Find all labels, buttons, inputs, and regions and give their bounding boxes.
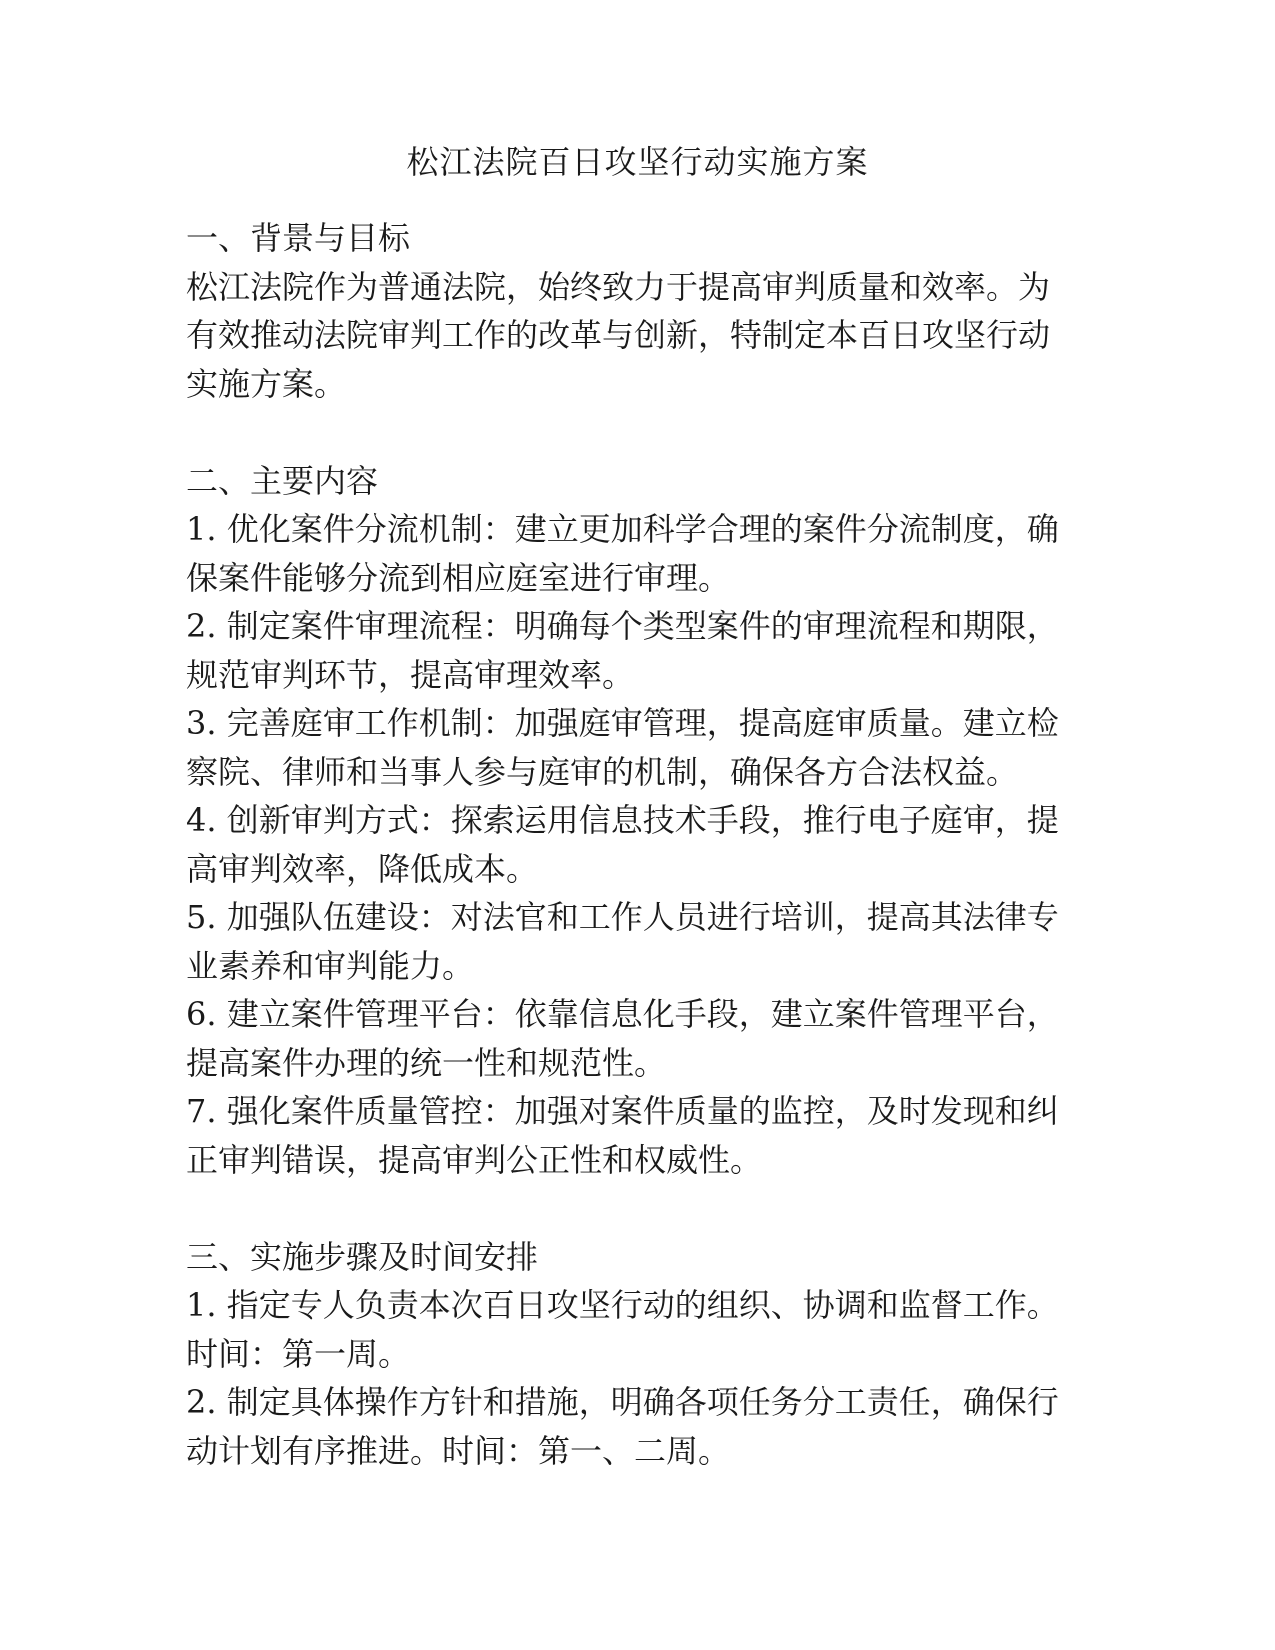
list-item-line: 2. 制定案件审理流程：明确每个类型案件的审理流程和期限， (186, 607, 1059, 645)
section-heading: 二、主要内容 (186, 461, 379, 500)
list-item-line: 保案件能够分流到相应庭室进行审理。 (186, 558, 731, 597)
paragraph-line: 有效推动法院审判工作的改革与创新，特制定本百日攻坚行动 (186, 316, 1051, 354)
list-item-line: 高审判效率，降低成本。 (186, 849, 539, 888)
list-item-line: 正审判错误，提高审判公正性和权威性。 (186, 1140, 763, 1179)
list-item-line: 规范审判环节，提高审理效率。 (186, 655, 635, 694)
section-heading: 一、背景与目标 (186, 219, 411, 257)
paragraph-line: 松江法院作为普通法院，始终致力于提高审判质量和效率。为 (186, 267, 1051, 306)
list-item-line: 7. 强化案件质量管控：加强对案件质量的监控，及时发现和纠 (186, 1092, 1059, 1130)
list-item-line: 时间：第一周。 (186, 1334, 411, 1373)
document-body (186, 214, 1086, 1475)
list-item-line: 1. 优化案件分流机制：建立更加科学合理的案件分流制度，确 (186, 510, 1059, 548)
section-heading-steps (186, 1233, 1086, 1282)
list-item (186, 505, 1086, 602)
list-item (186, 893, 1086, 990)
list-item-line: 察院、律师和当事人参与庭审的机制，确保各方合法权益。 (186, 752, 1019, 791)
list-item-line: 6. 建立案件管理平台：依靠信息化手段，建立案件管理平台， (186, 995, 1059, 1033)
list-item-line: 1. 指定专人负责本次百日攻坚行动的组织、协调和监督工作。 (186, 1286, 1059, 1324)
list-item-line: 4. 创新审判方式：探索运用信息技术手段，推行电子庭审，提 (186, 801, 1059, 839)
list-item-line: 业素养和审判能力。 (186, 946, 475, 985)
list-item-line: 3. 完善庭审工作机制：加强庭审管理，提高庭审质量。建立检 (186, 704, 1059, 742)
list-item (186, 699, 1086, 796)
list-item (186, 990, 1086, 1087)
document-title: 松江法院百日攻坚行动实施方案 (406, 143, 869, 181)
section-heading-content (186, 457, 1086, 506)
list-item (186, 1087, 1086, 1184)
paragraph-line: 实施方案。 (186, 364, 347, 403)
list-item (186, 1378, 1086, 1475)
list-item-line: 提高案件办理的统一性和规范性。 (186, 1043, 667, 1082)
blank-line (186, 408, 1086, 457)
list-item (186, 602, 1086, 699)
list-item (186, 796, 1086, 893)
section-heading: 三、实施步骤及时间安排 (186, 1237, 539, 1276)
list-item (186, 1281, 1086, 1378)
paragraph-background (186, 263, 1086, 409)
list-item-line: 2. 制定具体操作方针和措施，明确各项任务分工责任，确保行 (186, 1383, 1059, 1421)
section-heading-background (186, 214, 1086, 263)
blank-line (186, 1184, 1086, 1233)
list-item-line: 动计划有序推进。时间：第一、二周。 (186, 1431, 731, 1470)
list-item-line: 5. 加强队伍建设：对法官和工作人员进行培训，提高其法律专 (186, 898, 1059, 936)
